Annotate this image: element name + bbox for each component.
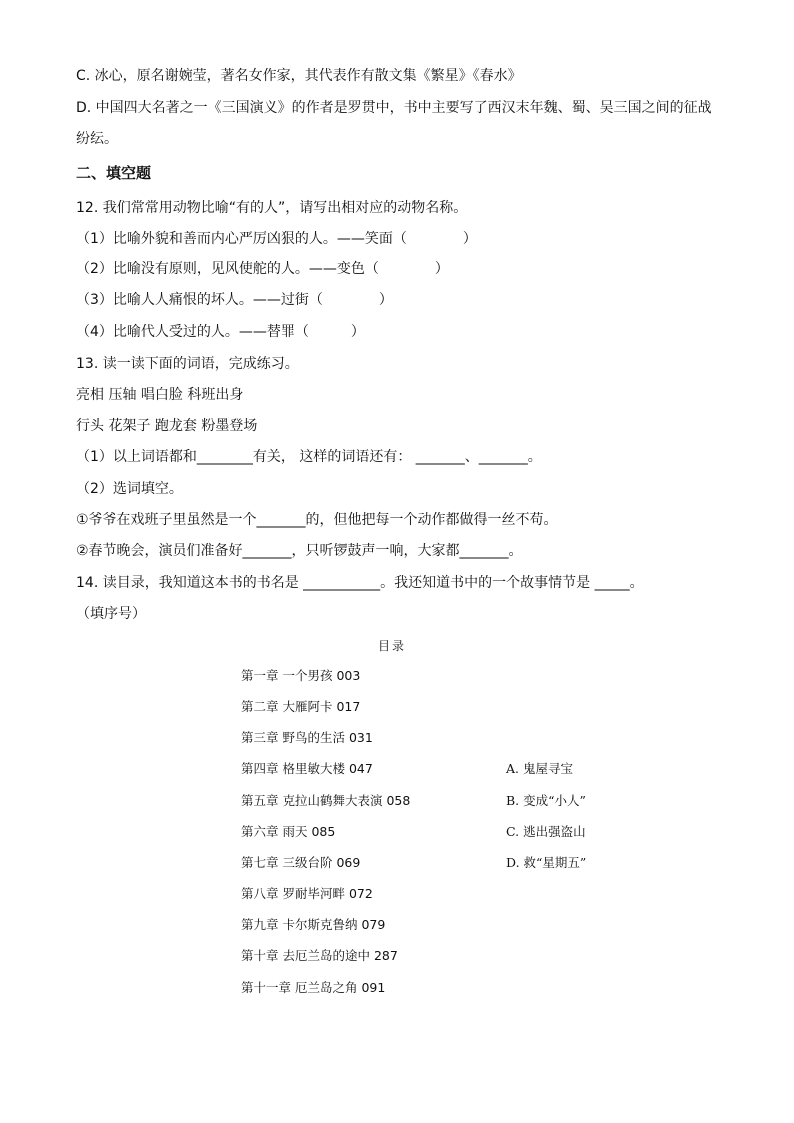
question-14-stem: 14. 读目录，我知道这本书的书名是 ___________。我还知道书中的一个故事情节是 _____。 [76,575,644,591]
question-13-part-1: （1）以上词语都和________有关， 这样的词语还有： _______、_______。 [76,449,542,465]
toc-chapter: 第八章 罗耐毕河畔 [241,886,345,901]
toc-chapter: 第十章 去厄兰岛的途中 [241,948,370,963]
plot-option-d: D. 救“星期五” [506,855,587,870]
toc-page: 047 [348,761,373,776]
question-13-part-2: （2）选词填空。 [76,481,183,497]
toc-entry [241,916,385,934]
toc-chapter: 第三章 野鸟的生活 [241,730,345,745]
toc-entry [241,667,360,685]
toc-chapter: 第六章 雨天 [241,824,308,839]
toc-chapter: 第一章 一个男孩 [241,668,333,683]
toc-entry [241,729,373,747]
toc-entry [241,885,373,903]
question-13-words-row-2: 行头 花架子 跑龙套 粉墨登场 [76,418,258,434]
toc-page: 072 [348,886,373,901]
toc-chapter: 第十一章 厄兰岛之角 [241,980,358,995]
toc-entry [241,698,360,716]
plot-option-a: A. 鬼屋寻宝 [506,761,573,776]
question-13-sentence-2: ②春节晚会，演员们准备好_______，只听锣鼓声一响，大家都_______。 [76,543,523,559]
option-c-text: C. 冰心，原名谢婉莹，著名女作家，其代表作有散文集《繁星》《春水》 [76,68,522,84]
question-13-sentence-1: ①爷爷在戏班子里虽然是一个_______的，但他把每一个动作都做得一丝不苟。 [76,512,558,528]
toc-page: 069 [336,855,361,870]
question-12-item-2: （2）比喻没有原则，见风使舵的人。——变色（ ） [76,261,449,277]
question-13-stem: 13. 读一读下面的词语，完成练习。 [76,356,299,372]
question-12-item-3: （3）比喻人人痛恨的坏人。——过街（ ） [76,292,393,308]
toc-page: 079 [361,917,386,932]
toc-chapter: 第七章 三级台阶 [241,855,333,870]
toc-page: 287 [373,948,398,963]
toc-chapter: 第五章 克拉山鹤舞大表演 [241,793,383,808]
toc-chapter: 第九章 卡尔斯克鲁纳 [241,917,358,932]
question-13-words-row-1: 亮相 压轴 唱白脸 科班出身 [76,387,244,403]
question-12-item-1: （1）比喻外貌和善而内心严厉凶狠的人。——笑面（ ） [76,231,477,247]
plot-option-b: B. 变成“小人” [506,793,586,808]
toc-page: 091 [361,980,386,995]
toc-page: 017 [336,699,361,714]
option-d-text-continued: 纷纭。 [76,131,118,147]
toc-page: 058 [386,793,411,808]
question-12-stem: 12. 我们常常用动物比喻“有的人”，请写出相对应的动物名称。 [76,200,468,216]
option-d-text: D. 中国四大名著之一《三国演义》的作者是罗贯中，书中主要写了西汉末年魏、蜀、吴三国之间的征战 [76,100,712,116]
question-12-item-4: （4）比喻代人受过的人。——替罪（ ） [76,324,365,340]
toc-entry [241,792,410,810]
toc-entry [241,760,373,778]
question-14-note: （填序号） [76,606,146,622]
table-of-contents-title: 目录 [378,639,407,653]
toc-page: 003 [336,668,361,683]
toc-entry [241,947,398,965]
plot-option-c: C. 逃出强盗山 [506,824,586,839]
toc-entry [241,854,360,872]
section-heading-fill-blanks: 二、填空题 [76,164,152,182]
toc-page: 031 [348,730,373,745]
toc-chapter: 第四章 格里敏大楼 [241,761,345,776]
toc-chapter: 第二章 大雁阿卡 [241,699,333,714]
toc-page: 085 [311,824,336,839]
toc-entry [241,823,335,841]
toc-entry [241,979,385,997]
